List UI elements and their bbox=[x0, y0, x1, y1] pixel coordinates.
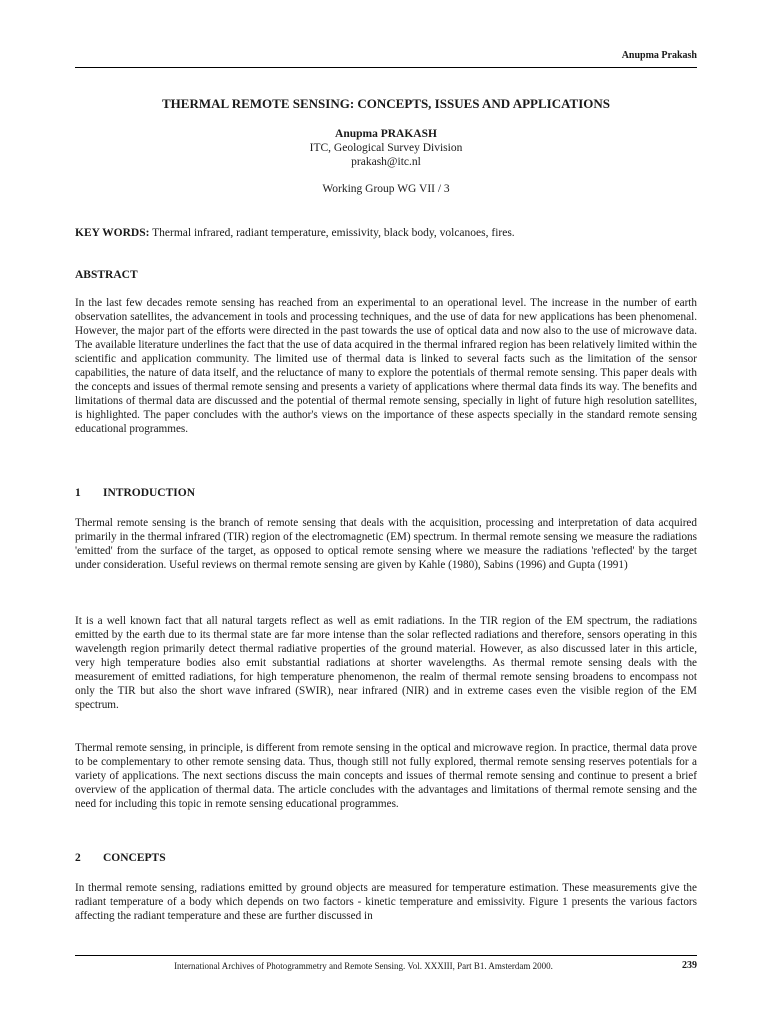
author-block bbox=[75, 127, 697, 169]
intro-paragraph-3: Thermal remote sensing, in principle, is different from remote sensing in the optical and microwave region. In practice, thermal data prove to be complementary to other remote sensing data. Thus, though still not fully explored, thermal remote sensing reserves potentials for a variety of applications. The next sections discuss the main concepts and issues of thermal remote sensing and continue to present a brief overview of the application of thermal data. The article concludes with the advantages and limitations of thermal remote sensing and the need for including this topic in remote sensing educational programmes. bbox=[75, 742, 697, 810]
author-name: Anupma PRAKASH bbox=[335, 128, 437, 140]
section-heading-concepts bbox=[75, 852, 166, 864]
keywords-line bbox=[75, 227, 697, 239]
author-email[interactable]: prakash@itc.nl bbox=[351, 156, 421, 168]
section-heading-introduction bbox=[75, 487, 195, 499]
section-number: 1 bbox=[75, 487, 81, 499]
abstract-text: In the last few decades remote sensing has reached from an experimental to an operational level. The increase in the number of earth observation satellites, the advancement in tools and processing techniques, and the use of data for new applications has been phenomenal. However, the major part of the efforts were directed in the past towards the use of optical data and now also to the use of microwave data. The available literature underlines the fact that the use of data acquired in the thermal infrared region has been relatively limited within the scientific and application community. The limited use of thermal data is linked to several facts such as the limitation of the sensor capabilities, the nature of data itself, and the reluctance of many to explore the potentials of thermal remote sensing. This paper deals with the concepts and issues of thermal remote sensing and presents a variety of applications where thermal data finds its way. The benefits and limitations of thermal data are discussed and the potential of thermal remote sensing, specially in light of future high resolution satellites, is highlighted. The paper concludes with the author's views on the importance of these aspects specially in the standard remote sensing educational programmes. bbox=[75, 297, 697, 435]
section-number: 2 bbox=[75, 852, 81, 864]
intro-paragraph-2: It is a well known fact that all natural targets reflect as well as emit radiations. In the TIR region of the EM spectrum, the radiations emitted by the earth due to its thermal state are far more intense than the solar reflected radiations and therefore, sensors operating in this wavelength region primarily detect thermal radiative properties of the ground material. However, as also discussed later in this article, very high temperature bodies also emit substantial radiations at shorter wavelengths. As thermal remote sensing deals with the measurement of emitted radiations, for high temperature phenomenon, the realm of thermal remote sensing broadens to encompass not only the TIR but also the short wave infrared (SWIR), near infrared (NIR) and in extreme cases even the visible region of the EM spectrum. bbox=[75, 615, 697, 711]
section-title: INTRODUCTION bbox=[103, 487, 196, 499]
working-group: Working Group WG VII / 3 bbox=[322, 183, 450, 195]
paper-page bbox=[75, 0, 697, 1024]
page-number: 239 bbox=[682, 960, 697, 971]
abstract-heading: ABSTRACT bbox=[75, 269, 138, 281]
footer-rule bbox=[75, 955, 697, 956]
paper-title: THERMAL REMOTE SENSING: CONCEPTS, ISSUES AND APPLICATIONS bbox=[162, 96, 610, 111]
intro-paragraph-1: Thermal remote sensing is the branch of remote sensing that deals with the acquisition, processing and interpretation of data acquired primarily in the thermal infrared (TIR) region of the electromagnetic (EM) spectrum. In thermal remote sensing we measure the radiations 'emitted' from the surface of the target, as opposed to optical remote sensing where we measure the radiations 'reflected' by the target under consideration. Useful reviews on thermal remote sensing are given by Kahle (1980), Sabins (1996) and Gupta (1991) bbox=[75, 517, 697, 571]
keywords-text: Thermal infrared, radiant temperature, emissivity, black body, volcanoes, fires. bbox=[152, 227, 515, 239]
footer-citation: International Archives of Photogrammetry and Remote Sensing. Vol. XXXIII, Part B1. Amsterdam 2000. bbox=[174, 961, 553, 971]
section-title: CONCEPTS bbox=[103, 852, 166, 864]
concepts-paragraph-1: In thermal remote sensing, radiations emitted by ground objects are measured for temperature estimation. These measurements give the radiant temperature of a body which depends on two factors - kinetic temperature and emissivity. Figure 1 presents the various factors affecting the radiant temperature and these are further discussed in bbox=[75, 882, 697, 922]
running-head-author: Anupma Prakash bbox=[621, 50, 697, 61]
header-rule bbox=[75, 67, 697, 68]
keywords-label: KEY WORDS: bbox=[75, 227, 150, 239]
author-affiliation: ITC, Geological Survey Division bbox=[309, 142, 463, 154]
